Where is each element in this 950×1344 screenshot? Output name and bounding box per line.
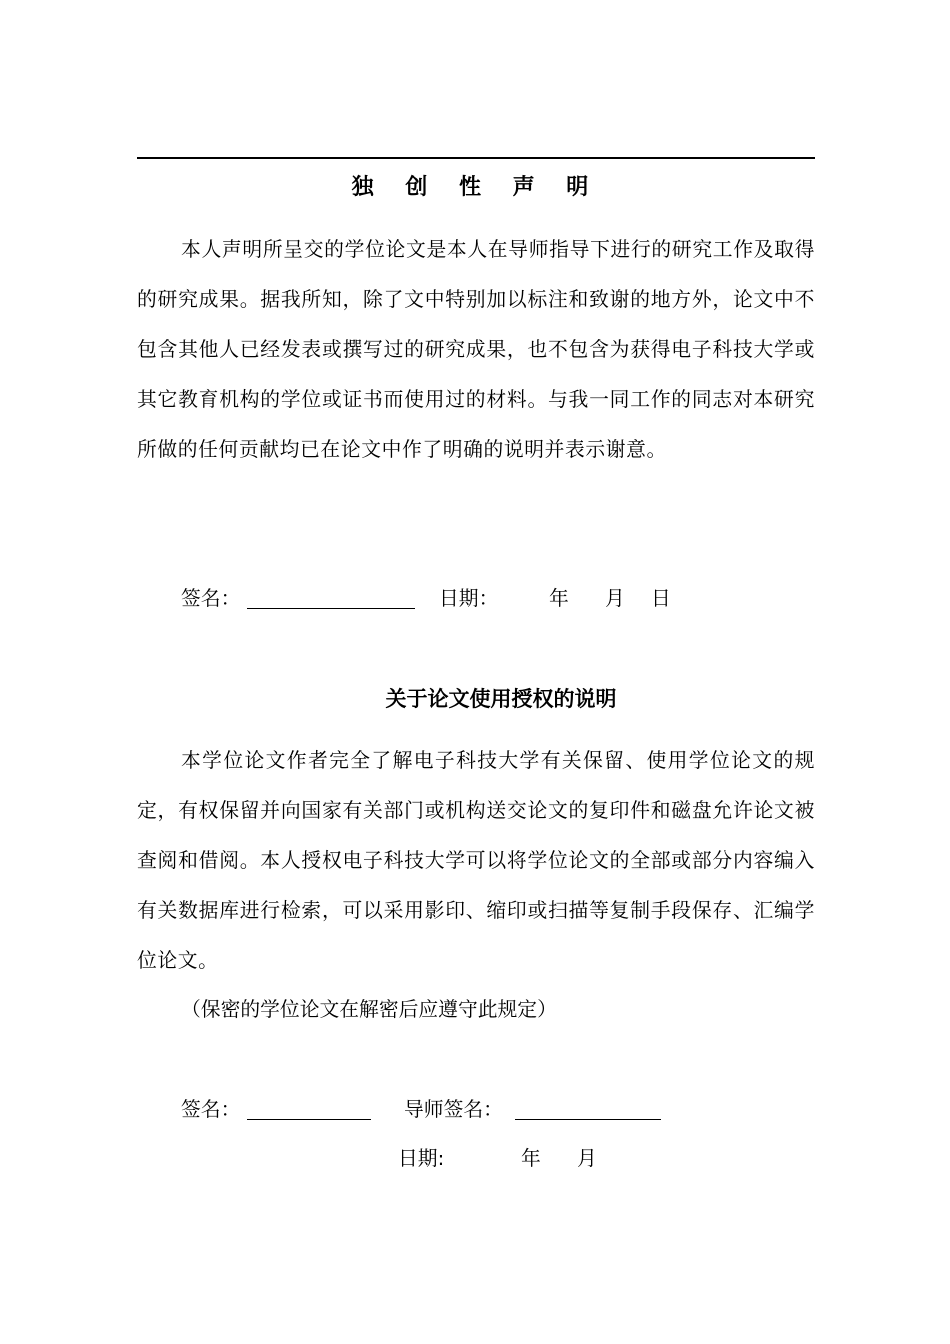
date-label: 日期: — [398, 1147, 445, 1170]
declaration-signature-row — [0, 582, 950, 616]
declaration-title: 独 创 性 声 明 — [351, 175, 601, 200]
authorization-body: 本学位论文作者完全了解电子科技大学有关保留、使用学位论文的规定，有权保留并向国家有关部门或机构送交论文的复印件和磁盘允许论文被查阅和借阅。本人授权电子科技大学可以将学位论文的全部或部分内容编入有关数据库进行检索，可以采用影印、缩印或扫描等复制手段保存、汇编学位论文。 — [137, 749, 815, 972]
month-label: 月 — [605, 587, 625, 610]
confidential-note: （保密的学位论文在解密后应遵守此规定） — [181, 998, 557, 1021]
year-label: 年 — [549, 587, 569, 610]
day-label: 日 — [651, 587, 671, 610]
advisor-signature-line[interactable] — [515, 1119, 661, 1120]
year-label: 年 — [521, 1147, 541, 1170]
authorization-signature-row — [0, 1093, 950, 1127]
header-rule — [137, 157, 815, 159]
author-signature-line[interactable] — [247, 1119, 371, 1120]
month-label: 月 — [577, 1147, 597, 1170]
advisor-signature-label: 导师签名： — [404, 1098, 503, 1121]
author-signature-label: 签名： — [181, 1098, 241, 1121]
declaration-body: 本人声明所呈交的学位论文是本人在导师指导下进行的研究工作及取得的研究成果。据我所知，除了文中特别加以标注和致谢的地方外，论文中不包含其他人已经发表或撰写过的研究成果，也不包含为获得电子科技大学或其它教育机构的学位或证书而使用过的材料。与我一同工作的同志对本研究所做的任何贡献均已在论文中作了明确的说明并表示谢意。 — [137, 238, 815, 461]
authorization-title: 关于论文使用授权的说明 — [385, 687, 617, 711]
signature-line[interactable] — [247, 608, 415, 609]
date-label: 日期： — [439, 587, 499, 610]
signature-label: 签名： — [181, 587, 241, 610]
authorization-date-row — [0, 1142, 950, 1176]
